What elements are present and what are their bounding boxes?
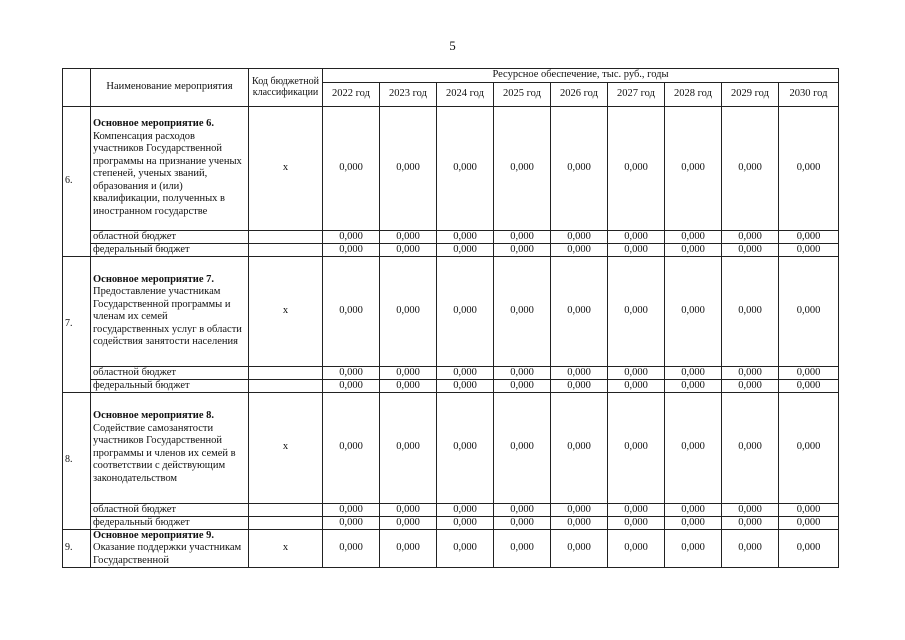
value-cell: 0,000 [551, 516, 608, 529]
value-cell: 0,000 [323, 516, 380, 529]
value-cell: 0,000 [437, 392, 494, 503]
value-cell: 0,000 [665, 379, 722, 392]
value-cell: 0,000 [722, 106, 779, 230]
value-cell: 0,000 [779, 516, 839, 529]
header-year: 2029 год [722, 82, 779, 106]
value-cell: 0,000 [380, 243, 437, 256]
measure-description: Содействие самозанятости участников Государственной программы и членов их семей в соответствии с действующим законодательством [93, 422, 236, 484]
value-cell: 0,000 [380, 529, 437, 568]
value-cell: 0,000 [722, 256, 779, 366]
table-row-measure-6 [63, 106, 839, 230]
value-cell: 0,000 [722, 366, 779, 379]
source-label: областной бюджет [91, 230, 249, 243]
value-cell: 0,000 [380, 516, 437, 529]
budget-code: x [249, 106, 323, 230]
value-cell: 0,000 [779, 379, 839, 392]
value-cell: 0,000 [608, 230, 665, 243]
value-cell: 0,000 [779, 230, 839, 243]
header-year: 2025 год [494, 82, 551, 106]
row-number: 7. [63, 256, 91, 392]
value-cell: 0,000 [779, 392, 839, 503]
measure-description: Предоставление участникам Государственной программы и членам их семей государственных услуг в области содействия занятости населения [93, 286, 242, 347]
value-cell: 0,000 [494, 256, 551, 366]
value-cell: 0,000 [722, 243, 779, 256]
value-cell: 0,000 [779, 529, 839, 568]
source-label: областной бюджет [91, 503, 249, 516]
header-year: 2027 год [608, 82, 665, 106]
header-year: 2028 год [665, 82, 722, 106]
value-cell: 0,000 [608, 392, 665, 503]
value-cell: 0,000 [494, 243, 551, 256]
value-cell: 0,000 [494, 379, 551, 392]
measure-name-cell [91, 529, 249, 568]
measure-title: Основное мероприятие 6. [93, 118, 215, 129]
value-cell: 0,000 [665, 230, 722, 243]
measure-name-cell [91, 256, 249, 366]
value-cell: 0,000 [665, 243, 722, 256]
value-cell: 0,000 [608, 379, 665, 392]
value-cell: 0,000 [380, 230, 437, 243]
source-label: федеральный бюджет [91, 379, 249, 392]
value-cell: 0,000 [437, 529, 494, 568]
value-cell: 0,000 [722, 230, 779, 243]
header-year: 2023 год [380, 82, 437, 106]
value-cell: 0,000 [494, 503, 551, 516]
budget-table [62, 68, 839, 568]
value-cell: 0,000 [608, 256, 665, 366]
header-year: 2024 год [437, 82, 494, 106]
value-cell: 0,000 [722, 516, 779, 529]
header-name: Наименование мероприятия [91, 69, 249, 107]
measure-description: Компенсация расходов участников Государственной программы на признание ученых степеней, ученых званий, образования и (или) квалификации, полученных в иностранном государстве [93, 130, 242, 217]
value-cell: 0,000 [779, 243, 839, 256]
row-number: 8. [63, 392, 91, 529]
value-cell: 0,000 [551, 366, 608, 379]
value-cell: 0,000 [665, 256, 722, 366]
value-cell: 0,000 [437, 503, 494, 516]
value-cell: 0,000 [323, 256, 380, 366]
value-cell: 0,000 [665, 529, 722, 568]
value-cell: 0,000 [608, 106, 665, 230]
value-cell: 0,000 [323, 243, 380, 256]
value-cell: 0,000 [494, 392, 551, 503]
budget-code: x [249, 392, 323, 503]
value-cell: 0,000 [608, 366, 665, 379]
value-cell: 0,000 [323, 379, 380, 392]
value-cell: 0,000 [551, 256, 608, 366]
header-resources: Ресурсное обеспечение, тыс. руб., годы [323, 69, 839, 83]
value-cell: 0,000 [380, 106, 437, 230]
value-cell: 0,000 [323, 392, 380, 503]
value-cell: 0,000 [323, 230, 380, 243]
source-label: федеральный бюджет [91, 243, 249, 256]
value-cell: 0,000 [380, 503, 437, 516]
header-code: Код бюджетной классификации [249, 69, 323, 107]
budget-code [249, 379, 323, 392]
value-cell: 0,000 [608, 529, 665, 568]
table-row-subtotal [63, 243, 839, 256]
measure-title: Основное мероприятие 7. [93, 273, 215, 285]
value-cell: 0,000 [665, 366, 722, 379]
budget-code: x [249, 529, 323, 568]
header-year: 2026 год [551, 82, 608, 106]
source-label: областной бюджет [91, 366, 249, 379]
table-row-subtotal [63, 366, 839, 379]
header-year: 2022 год [323, 82, 380, 106]
budget-code [249, 516, 323, 529]
value-cell: 0,000 [665, 516, 722, 529]
page-number: 5 [449, 38, 456, 53]
value-cell: 0,000 [608, 503, 665, 516]
value-cell: 0,000 [494, 106, 551, 230]
table-row-measure-9 [63, 529, 839, 568]
value-cell: 0,000 [665, 503, 722, 516]
source-label: федеральный бюджет [91, 516, 249, 529]
measure-description: Оказание поддержки участникам Государственной [93, 542, 242, 566]
value-cell: 0,000 [437, 379, 494, 392]
value-cell: 0,000 [779, 106, 839, 230]
value-cell: 0,000 [665, 106, 722, 230]
value-cell: 0,000 [779, 366, 839, 379]
value-cell: 0,000 [437, 516, 494, 529]
value-cell: 0,000 [323, 529, 380, 568]
value-cell: 0,000 [551, 529, 608, 568]
value-cell: 0,000 [665, 392, 722, 503]
value-cell: 0,000 [722, 379, 779, 392]
header-row-top [63, 69, 839, 83]
value-cell: 0,000 [551, 379, 608, 392]
budget-code [249, 230, 323, 243]
table-row-subtotal [63, 230, 839, 243]
value-cell: 0,000 [608, 516, 665, 529]
measure-name-cell [91, 392, 249, 503]
value-cell: 0,000 [437, 106, 494, 230]
value-cell: 0,000 [722, 529, 779, 568]
value-cell: 0,000 [380, 392, 437, 503]
value-cell: 0,000 [494, 529, 551, 568]
value-cell: 0,000 [551, 106, 608, 230]
value-cell: 0,000 [437, 243, 494, 256]
budget-code: x [249, 256, 323, 366]
value-cell: 0,000 [722, 392, 779, 503]
budget-code [249, 366, 323, 379]
row-number: 9. [63, 529, 91, 568]
value-cell: 0,000 [437, 366, 494, 379]
row-number: 6. [63, 106, 91, 256]
table-row-measure-8 [63, 392, 839, 503]
header-year: 2030 год [779, 82, 839, 106]
value-cell: 0,000 [608, 243, 665, 256]
table-row-subtotal [63, 379, 839, 392]
table-row-subtotal [63, 503, 839, 516]
measure-name-cell [91, 106, 249, 230]
table-row-measure-7 [63, 256, 839, 366]
value-cell: 0,000 [494, 516, 551, 529]
value-cell: 0,000 [722, 503, 779, 516]
value-cell: 0,000 [380, 366, 437, 379]
header-num [63, 69, 91, 107]
value-cell: 0,000 [494, 366, 551, 379]
value-cell: 0,000 [494, 230, 551, 243]
value-cell: 0,000 [551, 503, 608, 516]
measure-title: Основное мероприятие 9. [93, 529, 215, 541]
value-cell: 0,000 [779, 256, 839, 366]
value-cell: 0,000 [380, 379, 437, 392]
value-cell: 0,000 [323, 366, 380, 379]
value-cell: 0,000 [551, 230, 608, 243]
value-cell: 0,000 [437, 230, 494, 243]
value-cell: 0,000 [380, 256, 437, 366]
budget-code [249, 503, 323, 516]
value-cell: 0,000 [323, 106, 380, 230]
value-cell: 0,000 [437, 256, 494, 366]
value-cell: 0,000 [551, 243, 608, 256]
value-cell: 0,000 [551, 392, 608, 503]
value-cell: 0,000 [779, 503, 839, 516]
budget-code [249, 243, 323, 256]
table-row-subtotal [63, 516, 839, 529]
value-cell: 0,000 [323, 503, 380, 516]
measure-title: Основное мероприятие 8. [93, 410, 215, 421]
